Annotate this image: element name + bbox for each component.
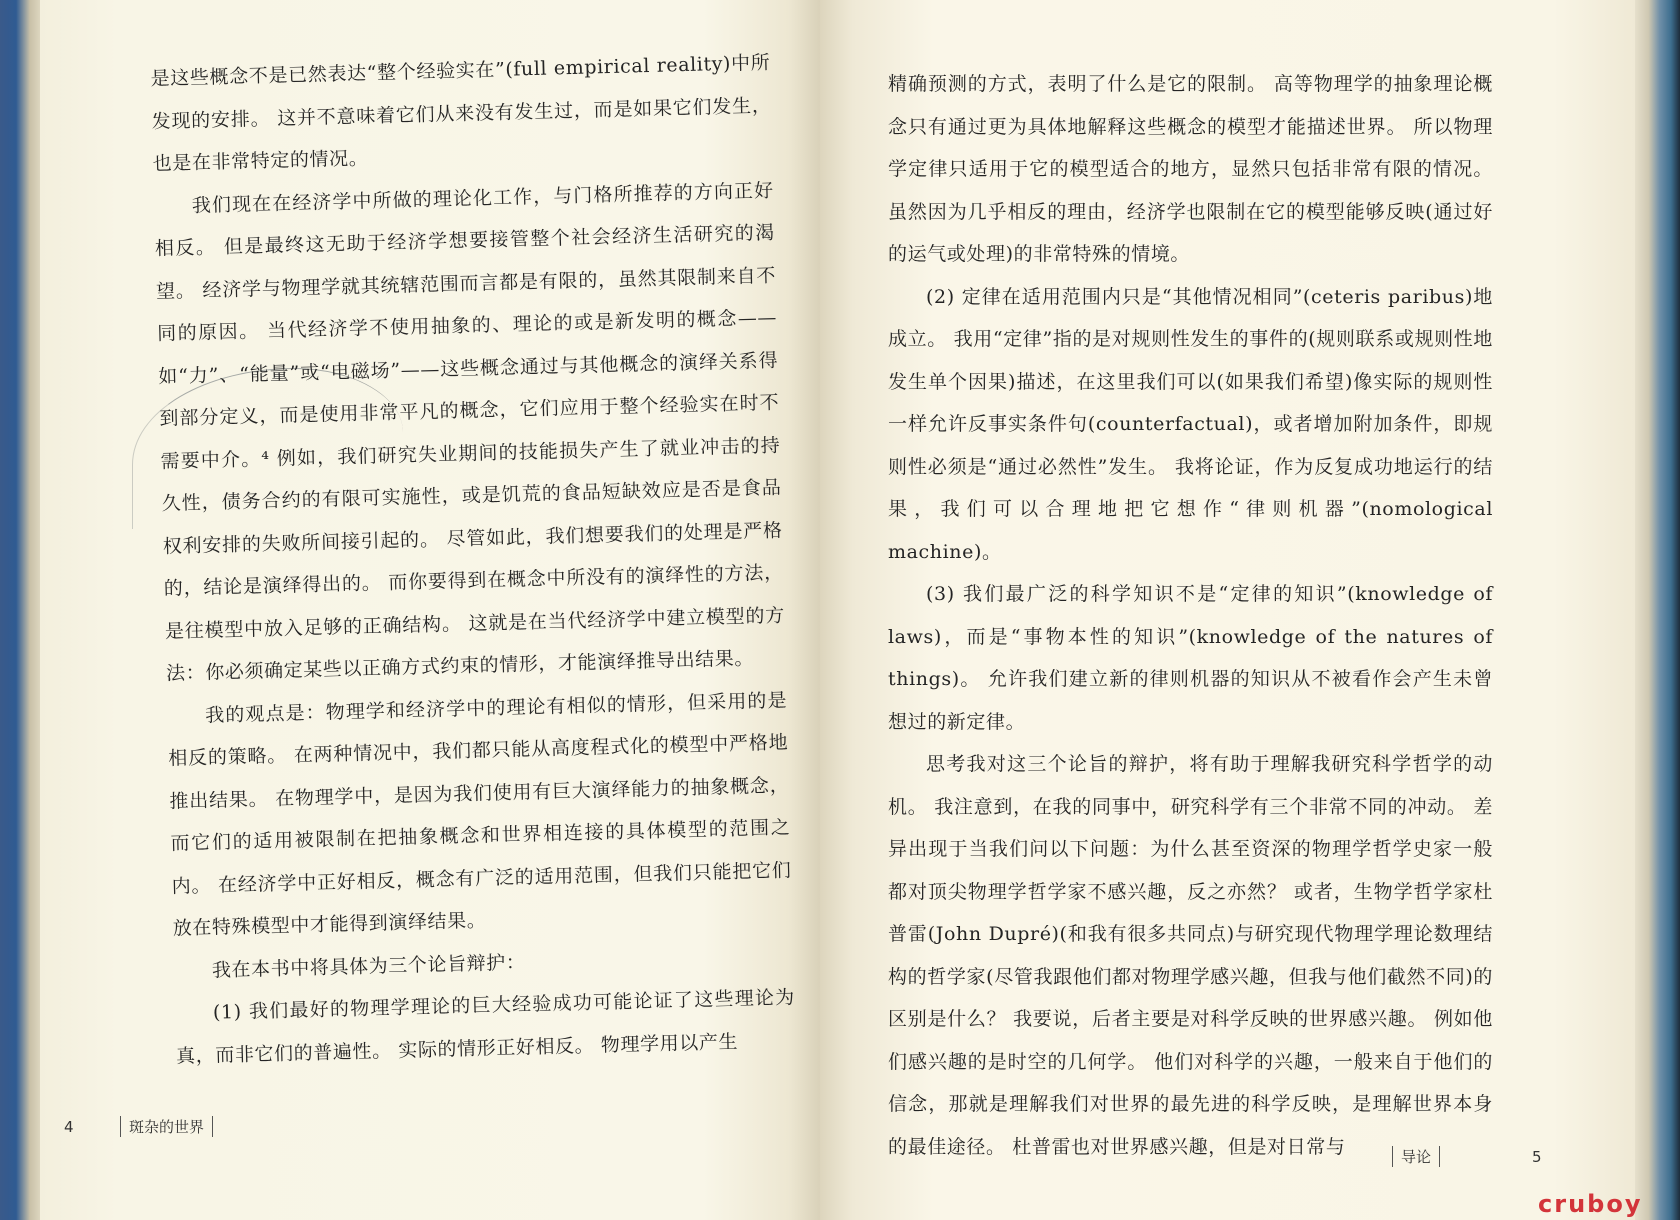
left-page-text xyxy=(150,42,796,1078)
left-paragraph-4: 我在本书中将具体为三个论旨辩护： xyxy=(211,950,526,982)
left-paragraph-1: 是这些概念不是已然表达“整个经验实在”(full empirical reality)中所发现的安排。 这并不意味着它们从来没有发生过，而是如果它们发生，也是在非常特定的情况。 xyxy=(150,51,772,175)
left-paragraph-5: (1) 我们最好的物理学理论的巨大经验成功可能论证了这些理论为真，而非它们的普遍性。 实际的情形正好相反。 物理学用以产生 xyxy=(175,986,796,1068)
right-paragraph-4: 思考我对这三个论旨的辩护，将有助于理解我研究科学哲学的动机。 我注意到，在我的同事中，研究科学有三个非常不同的冲动。 差异出现于当我们问以下问题：为什么甚至资深的物理学哲学史家一般都对顶尖物理学哲学家不感兴趣，反之亦然？ 或者，生物学哲学家杜普雷(John Dupré)(和我有很多共同点)与研究现代物理学理论数理结构的哲学家(尽管我跟他们都对物理学感兴趣，但我与他们截然不同)的区别是什么？ 我要说，后者主要是对科学反映的世界感兴趣。 例如他们感兴趣的是时空的几何学。 他们对科学的兴趣，一般来自于他们的信念，那就是理解我们对世界的最先进的科学反映，是理解世界本身的最佳途径。 杜普雷也对世界感兴趣，但是对日常与 xyxy=(888,753,1493,1158)
left-paragraph-3: 我的观点是：物理学和经济学中的理论有相似的情形，但采用的是相反的策略。 在两种情况中，我们都只能从高度程式化的模型中严格地推出结果。 在物理学中，是因为我们使用有巨大演绎能力的抽象概念，而它们的适用被限制在把抽象概念和世界相连接的具体模型的范围之内。 在经济学中正好相反，概念有广泛的适用范围，但我们只能把它们放在特殊模型中才能得到演绎结果。 xyxy=(168,689,792,940)
left-running-head: 斑杂的世界 xyxy=(120,1116,213,1137)
left-paragraph-2: 我们现在在经济学中所做的理论化工作，与门格所推荐的方向正好相反。 但是最终这无助于经济学想要接管整个社会经济生活研究的渴望。 经济学与物理学就其统辖范围而言都是有限的，虽然其限制来自不同的原因。 当代经济学不使用抽象的、理论的或是新发明的概念——如“力”、“能量”或“电磁场”——这些概念通过与其他概念的演绎关系得到部分定义，而是使用非常平凡的概念，它们应用于整个经验实在时不需要中介。⁴ 例如，我们研究失业期间的技能损失产生了就业冲击的持久性，债务合约的有限可实施性，或是饥荒的食品短缺效应是否是食品权利安排的失败所间接引起的。 尽管如此，我们想要我们的处理是严格的，结论是演绎得出的。 而你要得到在概念中所没有的演绎性的方法，是往模型中放入足够的正确结构。 这就是在当代经济学中建立模型的方法：你必须确定某些以正确方式约束的情形，才能演绎推导出结果。 xyxy=(154,179,786,685)
left-book-edge xyxy=(0,0,40,1220)
right-page-text xyxy=(888,63,1493,1168)
right-paragraph-2: (2) 定律在适用范围内只是“其他情况相同”(ceteris paribus)地成立。 我用“定律”指的是对规则性发生的事件的(规则联系或规则性地发生单个因果)描述，在这里我们可以(如果我们希望)像实际的规则性一样允许反事实条件句(counterfactual)，或者增加附加条件，即规则性必须是“通过必然性”发生。 我将论证，作为反复成功地运行的结果，我们可以合理地把它想作“律则机器”(nomological machine)。 xyxy=(888,285,1493,563)
right-paragraph-3: (3) 我们最广泛的科学知识不是“定律的知识”(knowledge of laws)，而是“事物本性的知识”(knowledge of the natures of things)。 允许我们建立新的律则机器的知识从不被看作会产生未曾想过的新定律。 xyxy=(888,583,1493,733)
right-page-number: 5 xyxy=(1532,1148,1542,1166)
right-paragraph-1: 精确预测的方式，表明了什么是它的限制。 高等物理学的抽象理论概念只有通过更为具体地解释这些概念的模型才能描述世界。 所以物理学定律只适用于它的模型适合的地方，显然只包括非常有限的情况。 虽然因为几乎相反的理由，经济学也限制在它的模型能够反映(通过好的运气或处理)的非常特殊的情境。 xyxy=(888,73,1493,265)
right-running-head: 导论 xyxy=(1392,1146,1440,1167)
right-book-edge xyxy=(1635,0,1680,1220)
watermark: cruboy xyxy=(1538,1190,1643,1218)
left-page-number: 4 xyxy=(64,1118,74,1136)
